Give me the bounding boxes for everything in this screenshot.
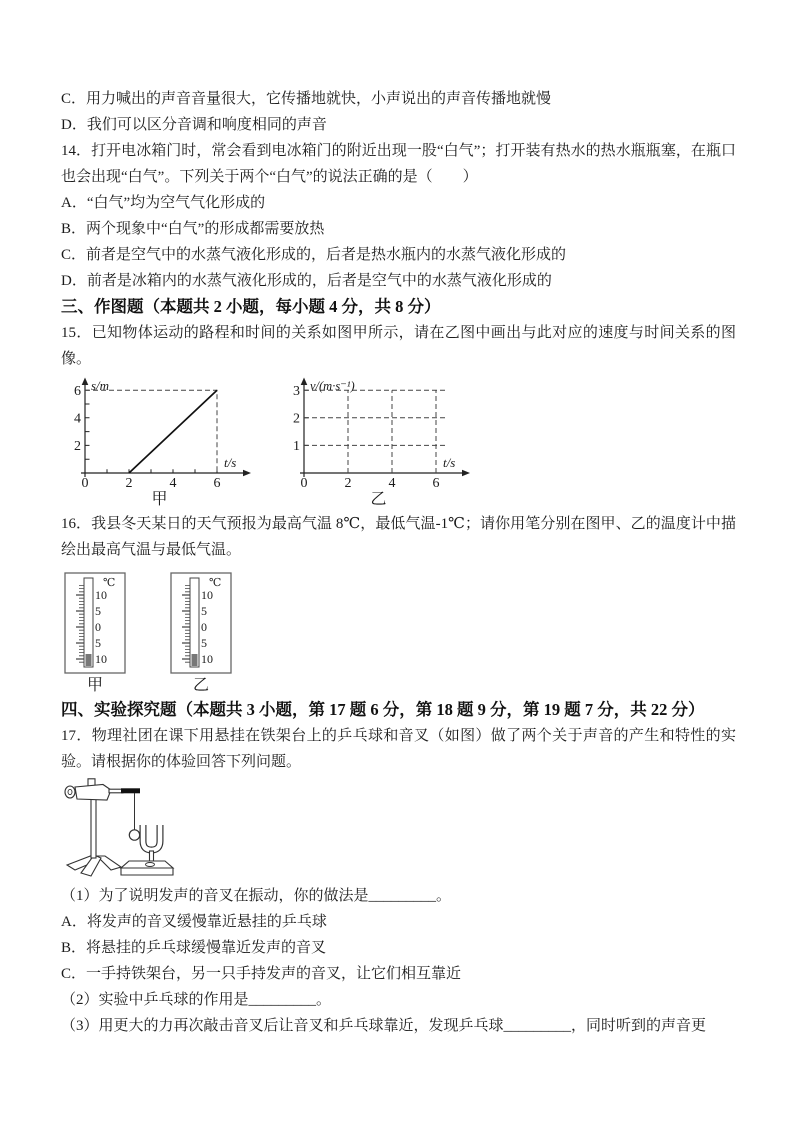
thermometer-jia xyxy=(63,571,127,675)
fork-base-front xyxy=(121,868,173,875)
thermometer-jia-block xyxy=(63,571,127,697)
q17-sub2: （2）实验中乒乓球的作用是_________。 xyxy=(61,992,332,1008)
scale-5-top: 5 xyxy=(95,604,101,618)
stand-rod xyxy=(91,798,96,858)
xtick-2: 2 xyxy=(344,476,352,489)
unit-label: ℃ xyxy=(209,577,222,589)
thermometer-tube xyxy=(190,578,199,667)
graph-jia-label: 甲 xyxy=(151,491,168,508)
q17-sub1-option-a: A．将发声的音叉缓慢靠近悬挂的乒乓球 xyxy=(61,914,327,930)
clamp-screw-knob xyxy=(65,786,75,798)
scale-5-bottom: 5 xyxy=(95,636,101,650)
xtick-0: 0 xyxy=(81,476,89,489)
page-content xyxy=(61,86,736,1039)
q17-figure xyxy=(61,778,736,878)
dashed-guides xyxy=(85,390,217,473)
ping-pong-ball xyxy=(129,830,139,840)
x-axis-arrow xyxy=(462,470,470,477)
y-axis-label: s/m xyxy=(91,378,110,393)
s-t-graph xyxy=(67,377,252,489)
thermometer-yi xyxy=(169,571,233,675)
ytick-4: 4 xyxy=(74,411,81,427)
tuning-fork-stem xyxy=(150,851,154,861)
xtick-2: 2 xyxy=(125,476,133,489)
unit-label: ℃ xyxy=(103,577,116,589)
q14-option-a: A．“白气”均为空气气化形成的 xyxy=(61,195,266,211)
section-3-heading: 三、作图题（本题共 2 小题，每小题 4 分，共 8 分） xyxy=(61,297,441,316)
q14-option-c: C．前者是空气中的水蒸气液化形成的，后者是热水瓶内的水蒸气液化形成的 xyxy=(61,247,567,263)
graph-yi-block xyxy=(286,377,471,511)
thermometer-jia-label: 甲 xyxy=(86,677,103,694)
thermometer-yi-label: 乙 xyxy=(192,677,209,694)
q16-figure xyxy=(63,571,736,697)
q17-sub1-option-b: B．将悬挂的乒乓球缓慢靠近发声的音叉 xyxy=(61,940,327,956)
thermometer-yi-block xyxy=(169,571,233,697)
xtick-0: 0 xyxy=(300,476,308,489)
tuning-fork-experiment-figure xyxy=(61,778,186,878)
scale-10-top: 10 xyxy=(201,588,213,602)
s-t-line xyxy=(129,390,217,473)
q17-sub1: （1）为了说明发声的音叉在振动，你的做法是_________。 xyxy=(61,888,452,904)
ytick-6: 6 xyxy=(74,384,81,399)
thermometer-tube xyxy=(84,578,93,667)
ytick-3: 3 xyxy=(293,384,300,399)
dashed-v-grid xyxy=(348,390,436,473)
clamp-body xyxy=(75,785,111,801)
y-ticks xyxy=(85,390,90,459)
mercury-column xyxy=(192,654,198,666)
scale-0: 0 xyxy=(95,620,101,634)
x-axis-arrow xyxy=(243,470,251,477)
q17-sub3: （3）用更大的力再次敲击音叉后让音叉和乒乓球靠近，发现乒乓球_________，同时听到的声音更 xyxy=(61,1018,707,1034)
xtick-4: 4 xyxy=(388,476,396,489)
scale-0: 0 xyxy=(201,620,207,634)
graph-yi-label: 乙 xyxy=(370,491,387,508)
xtick-4: 4 xyxy=(169,476,177,489)
x-axis-label: t/s xyxy=(224,455,237,470)
ytick-2: 2 xyxy=(293,411,300,427)
q14-stem: 14．打开电冰箱门时，常会看到电冰箱门的附近出现一股“白气”；打开装有热水的热水瓶瓶塞，在瓶口也会出现“白气”。下列关于两个“白气”的说法正确的是（ ） xyxy=(61,143,736,185)
scale-10-top: 10 xyxy=(95,588,107,602)
dashed-h-grid xyxy=(304,390,448,445)
horizontal-rod xyxy=(109,789,123,793)
section-4-heading: 四、实验探究题（本题共 3 小题，第 17 题 6 分，第 18 题 9 分，第 19 题 7 分，共 22 分） xyxy=(61,700,705,719)
q15-figure xyxy=(67,377,736,511)
y-axis-arrow xyxy=(301,378,308,386)
xtick-6: 6 xyxy=(432,476,440,489)
scale-5-bottom: 5 xyxy=(201,636,207,650)
horizontal-rod-dark-end xyxy=(121,788,140,793)
v-t-graph xyxy=(286,377,471,489)
scale-5-top: 5 xyxy=(201,604,207,618)
fork-base-socket xyxy=(146,863,155,867)
scale-10-bottom: 10 xyxy=(201,652,213,666)
q17-sub1-option-c: C．一手持铁架台，另一只手持发声的音叉，让它们相互靠近 xyxy=(61,966,462,982)
q15-stem: 15．已知物体运动的路程和时间的关系如图甲所示，请在乙图中画出与此对应的速度与时间关系的图像。 xyxy=(61,325,736,367)
scale-10-bottom: 10 xyxy=(95,652,107,666)
xtick-6: 6 xyxy=(213,476,221,489)
q16-stem: 16．我县冬天某日的天气预报为最高气温 8℃，最低气温-1℃；请你用笔分别在图甲、乙的温度计中描绘出最高气温与最低气温。 xyxy=(61,516,736,558)
y-axis-arrow xyxy=(82,378,89,386)
q13-option-c: C．用力喊出的声音音量很大，它传播地就快，小声说出的声音传播地就慢 xyxy=(61,91,552,107)
y-axis-label: v/(m·s⁻¹) xyxy=(310,379,355,393)
q14-option-d: D．前者是冰箱内的水蒸气液化形成的，后者是空气中的水蒸气液化形成的 xyxy=(61,273,552,289)
graph-jia-block xyxy=(67,377,252,511)
ytick-1: 1 xyxy=(293,439,300,454)
mercury-column xyxy=(86,654,92,666)
q13-option-d: D．我们可以区分音调和响度相同的声音 xyxy=(61,117,327,133)
q17-stem: 17．物理社团在课下用悬挂在铁架台上的乒乓球和音叉（如图）做了两个关于声音的产生和特性的实验。请根据你的体验回答下列问题。 xyxy=(61,728,736,770)
q14-option-b: B．两个现象中“白气”的形成都需要放热 xyxy=(61,221,325,237)
ytick-2: 2 xyxy=(74,439,81,454)
x-axis-label: t/s xyxy=(443,455,456,470)
